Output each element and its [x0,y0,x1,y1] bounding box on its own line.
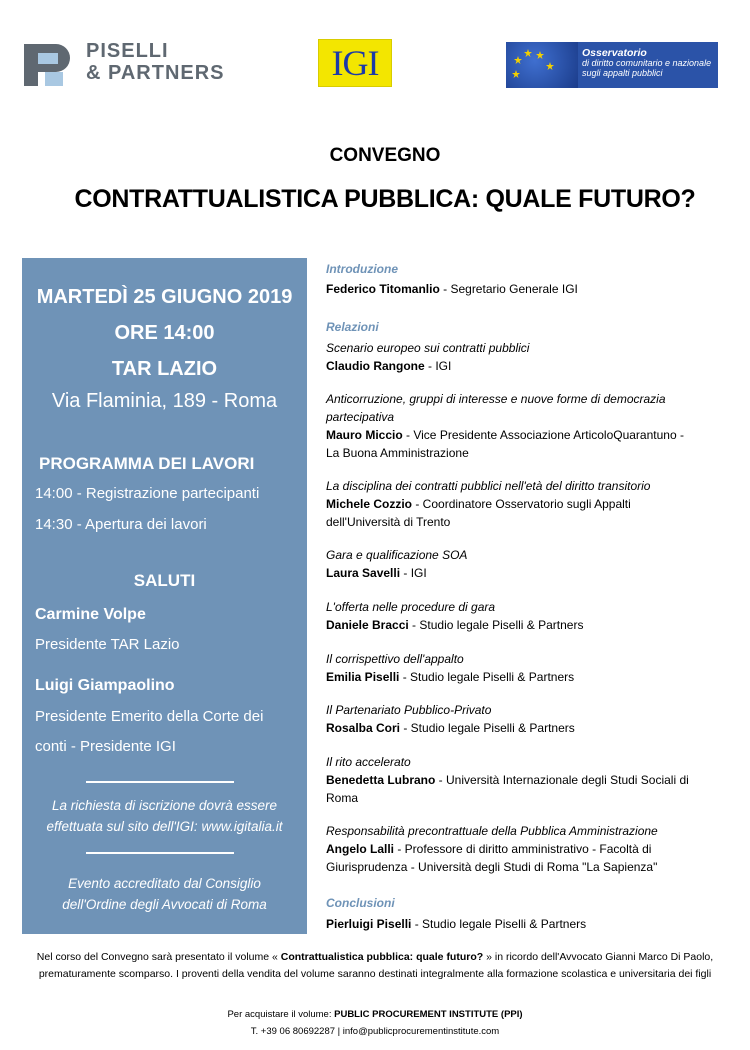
footer-purchase [0,1009,750,1020]
talk-title: Il corrispettivo dell'appalto [326,652,464,666]
speaker-name: Claudio Rangone [326,359,425,373]
speaker-role: - Studio legale Piselli & Partners [408,618,584,632]
footer-note-pre: Nel corso del Convegno sarà presentato il volume « [36,951,281,963]
speaker-line [326,497,631,511]
piselli-partners-logo [24,40,239,90]
speaker-role: - Studio legale Piselli & Partners [400,721,575,735]
event-date: MARTEDÌ 25 GIUGNO 2019 [36,286,293,308]
footer-note-post: » in ricordo dell'Avvocato Gianni Marco Di Paolo, [483,951,714,963]
eu-flag-icon [506,42,578,88]
speaker-line [326,428,684,442]
accreditation-note-2: dell'Ordine degli Avvocati di Roma [62,897,267,912]
saluti-heading: SALUTI [133,571,196,590]
event-time: ORE 14:00 [114,322,215,344]
igi-logo-text: IGI [331,43,379,83]
footer-note-line2: prematuramente scomparso. I proventi della vendita del volume saranno destinati integralmente alla formazione scolastica e universitaria dei figli [38,968,712,980]
talk-title: Il rito accelerato [326,755,411,769]
footer-note-line1 [0,951,750,963]
footer-purchase-label: Per acquistare il volume: [227,1009,335,1020]
piselli-logo-line1: PISELLI [86,40,169,62]
speaker-name: Emilia Piselli [326,670,400,684]
speaker-role-cont: dell'Università di Trento [326,515,451,529]
event-address: Via Flaminia, 189 - Roma [51,390,278,412]
convegno-heading: CONVEGNO [329,145,441,166]
speaker-line [326,670,574,684]
speaker-name: Federico Titomanlio [326,282,440,296]
talk-title: Scenario europeo sui contratti pubblici [326,341,530,355]
speaker-name: Daniele Bracci [326,618,409,632]
saluti-name-1: Carmine Volpe [35,606,146,623]
divider [86,781,234,783]
registration-note-2: effettuata sul sito dell'IGI: www.igitalia.it [46,819,283,834]
speaker-name: Pierluigi Piselli [326,917,412,931]
speaker-line [326,721,575,735]
speaker-line [326,917,586,931]
talk-title: Gara e qualificazione SOA [326,548,468,562]
footer-contact: T. +39 06 80692287 | info@publicprocurementinstitute.com [250,1026,500,1037]
program-item-1: 14:00 - Registrazione partecipanti [35,485,260,502]
program-item-2: 14:30 - Apertura dei lavori [35,516,207,533]
divider [86,852,234,854]
speaker-line [326,842,651,856]
piselli-logo-line2: & PARTNERS [86,62,225,84]
speaker-line [326,618,583,632]
talk-title: La disciplina dei contratti pubblici nell'età del diritto transitorio [326,479,651,493]
talk-title: Responsabilità precontrattuale della Pubblica Amministrazione [326,824,658,838]
speaker-line [326,566,427,580]
speaker-role: - Studio legale Piselli & Partners [399,670,575,684]
talk-title: Il Partenariato Pubblico-Privato [326,703,492,717]
talk-title: L'offerta nelle procedure di gara [326,600,496,614]
speaker-role: - IGI [400,566,427,580]
speaker-role-cont: Roma [326,791,359,805]
speaker-line [326,282,578,296]
speaker-role: - Coordinatore Osservatorio sugli Appalti [412,497,631,511]
speaker-role-cont: Giurisprudenza - Università degli Studi di Roma "La Sapienza" [326,860,658,874]
speaker-role: - Studio legale Piselli & Partners [411,917,587,931]
talk-title-cont: partecipativa [326,410,395,424]
osservatorio-logo [506,42,718,88]
talk-title: Anticorruzione, gruppi di interesse e nuove forme di democrazia [326,392,666,406]
speaker-name: Mauro Miccio [326,428,403,442]
section-conclusioni: Conclusioni [326,896,395,910]
footer-book-title: Contrattualistica pubblica: quale futuro? [280,951,484,963]
osservatorio-line2: di diritto comunitario e nazionale [582,58,712,68]
registration-note-1: La richiesta di iscrizione dovrà essere [51,798,278,813]
speaker-role: - Università Internazionale degli Studi Sociali di [435,773,689,787]
osservatorio-title: Osservatorio [582,47,647,59]
speaker-name: Michele Cozzio [326,497,413,511]
section-introduzione: Introduzione [326,262,398,276]
speaker-name: Angelo Lalli [326,842,395,856]
speaker-role: - IGI [424,359,452,373]
event-venue: TAR LAZIO [111,358,218,380]
piselli-logo-mark-icon [24,44,76,86]
speaker-role: - Vice Presidente Associazione ArticoloQuarantuno - [402,428,684,442]
accreditation-note-1: Evento accreditato dal Consiglio [68,876,261,891]
speaker-name: Benedetta Lubrano [326,773,436,787]
speaker-name: Rosalba Cori [326,721,401,735]
speaker-line [326,359,451,373]
saluti-role-2a: Presidente Emerito della Corte dei [35,708,264,725]
saluti-role-2b: conti - Presidente IGI [35,738,176,755]
speaker-role: - Segretario Generale IGI [439,282,578,296]
speaker-name: Laura Savelli [326,566,401,580]
section-relazioni: Relazioni [326,320,379,334]
footer-purchase-name: PUBLIC PROCUREMENT INSTITUTE (PPI) [334,1009,523,1020]
osservatorio-line3: sugli appalti pubblici [582,68,663,78]
speaker-role-cont: La Buona Amministrazione [326,446,469,460]
igi-logo [318,39,392,87]
saluti-role-1: Presidente TAR Lazio [35,636,180,653]
speaker-role: - Professore di diritto amministrativo - Facoltà di [394,842,652,856]
speaker-line [326,773,689,787]
page-title: CONTRATTUALISTICA PUBBLICA: QUALE FUTURO? [74,185,696,213]
saluti-name-2: Luigi Giampaolino [35,677,175,694]
program-heading: PROGRAMMA DEI LAVORI [39,454,255,473]
event-info-panel [22,258,307,934]
